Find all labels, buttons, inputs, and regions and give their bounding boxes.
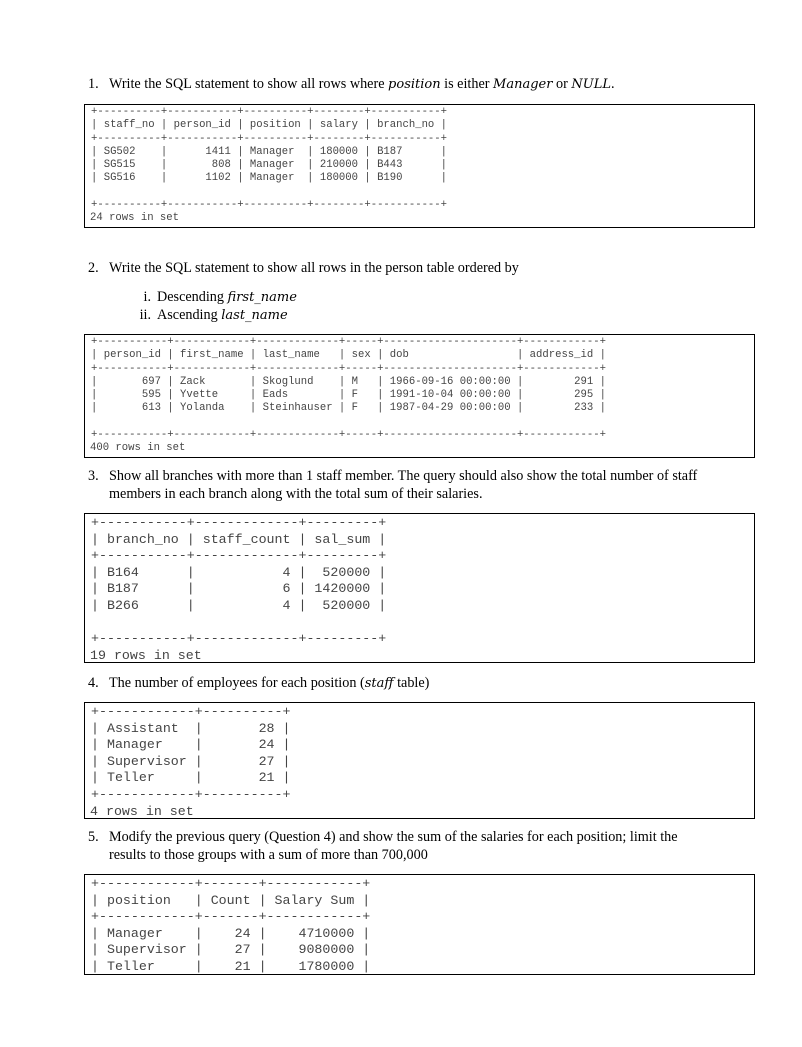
query-output-2: [84, 334, 755, 458]
table-border: +-----------+------------+-------------+-----+---------------------+------------+: [91, 362, 606, 375]
table-border: +-----------+-------------+---------+: [91, 515, 387, 530]
table-row: | 595 | Yvette | Eads | F | 1991-10-04 00:00:00 | 295 |: [91, 389, 606, 402]
question-5: 5. Modify the previous query (Question 4) and show the sum of the salaries for each position; limit the results to those groups with a sum of more than 700,000: [88, 829, 678, 863]
table-row: | Supervisor | 27 | 9080000 |: [91, 942, 371, 958]
query-output-4: [84, 702, 755, 819]
table-header: | person_id | first_name | last_name | sex | dob | address_id |: [91, 349, 606, 362]
question-number: 1.: [88, 76, 99, 92]
table-row: | Manager | 24 | 4710000 |: [91, 925, 371, 941]
table-row: | SG515 | 808 | Manager | 210000 | B443 |: [91, 159, 448, 172]
result-table: [85, 514, 754, 648]
table-row: | 613 | Yolanda | Steinhauser | F | 1987-04-29 00:00:00 | 233 |: [91, 402, 606, 415]
row-count: 19 rows in set: [90, 647, 202, 663]
table-border: +------------+----------+: [91, 704, 291, 719]
question-number: 4.: [88, 675, 99, 691]
result-table: [85, 105, 754, 212]
table-row: | SG502 | 1411 | Manager | 180000 | B187 |: [91, 145, 448, 158]
table-row: | Teller | 21 |: [91, 770, 291, 786]
table-row: | Assistant | 28 |: [91, 720, 291, 736]
result-table: [85, 335, 754, 442]
question-3: 3. Show all branches with more than 1 staff member. The query should also show the total number of staff members in each branch along with the total sum of their salaries.: [88, 468, 698, 502]
table-border: +------------+-------+------------+: [91, 876, 371, 891]
table-border: +-----------+-------------+---------+: [91, 548, 387, 564]
question-4: 4. The number of employees for each position (staff table): [88, 675, 430, 691]
table-row: | Supervisor | 27 |: [91, 753, 291, 769]
query-output-3: [84, 513, 755, 663]
result-table: [85, 875, 754, 975]
table-border: +----------+-----------+----------+--------+-----------+: [91, 199, 448, 212]
table-border: +----------+-----------+----------+--------+-----------+: [91, 132, 448, 145]
table-border: +----------+-----------+----------+--------+-----------+: [91, 106, 448, 118]
table-header: | staff_no | person_id | position | salary | branch_no |: [91, 119, 448, 132]
question-number: 3.: [88, 468, 99, 484]
table-row: | B164 | 4 | 520000 |: [91, 564, 387, 580]
question-1: 1. Write the SQL statement to show all rows where position is either Manager or NULL.: [88, 76, 615, 92]
table-border: +-----------+-------------+---------+: [91, 631, 387, 647]
question-2: 2. Write the SQL statement to show all rows in the person table ordered by: [88, 260, 519, 276]
row-count: 400 rows in set: [90, 442, 186, 455]
table-row: | Teller | 21 | 1780000 |: [91, 958, 371, 974]
query-output-1: [84, 104, 755, 228]
table-header: | branch_no | staff_count | sal_sum |: [91, 531, 387, 547]
row-count: 24 rows in set: [90, 212, 180, 225]
table-border: +-----------+------------+-------------+-----+---------------------+------------+: [91, 429, 606, 442]
table-row: | B187 | 6 | 1420000 |: [91, 581, 387, 597]
table-border: +-----------+------------+-------------+-----+---------------------+------------+: [91, 336, 606, 348]
query-output-5: [84, 874, 755, 975]
question-number: 2.: [88, 260, 99, 276]
sub-item-1: i. Descending first_name: [143, 289, 297, 305]
row-count: 4 rows in set: [90, 803, 194, 819]
sub-item-2: ii. Ascending last_name: [139, 307, 288, 323]
table-row: | B266 | 4 | 520000 |: [91, 597, 387, 613]
table-border: +------------+----------+: [91, 786, 291, 802]
table-row: | Manager | 24 |: [91, 737, 291, 753]
table-row: | SG516 | 1102 | Manager | 180000 | B190 |: [91, 172, 448, 185]
result-table: [85, 703, 754, 804]
table-row: | 697 | Zack | Skoglund | M | 1966-09-16 00:00:00 | 291 |: [91, 375, 606, 388]
table-header: | position | Count | Salary Sum |: [91, 892, 371, 908]
table-border: +------------+-------+------------+: [91, 909, 371, 925]
question-number: 5.: [88, 829, 99, 845]
